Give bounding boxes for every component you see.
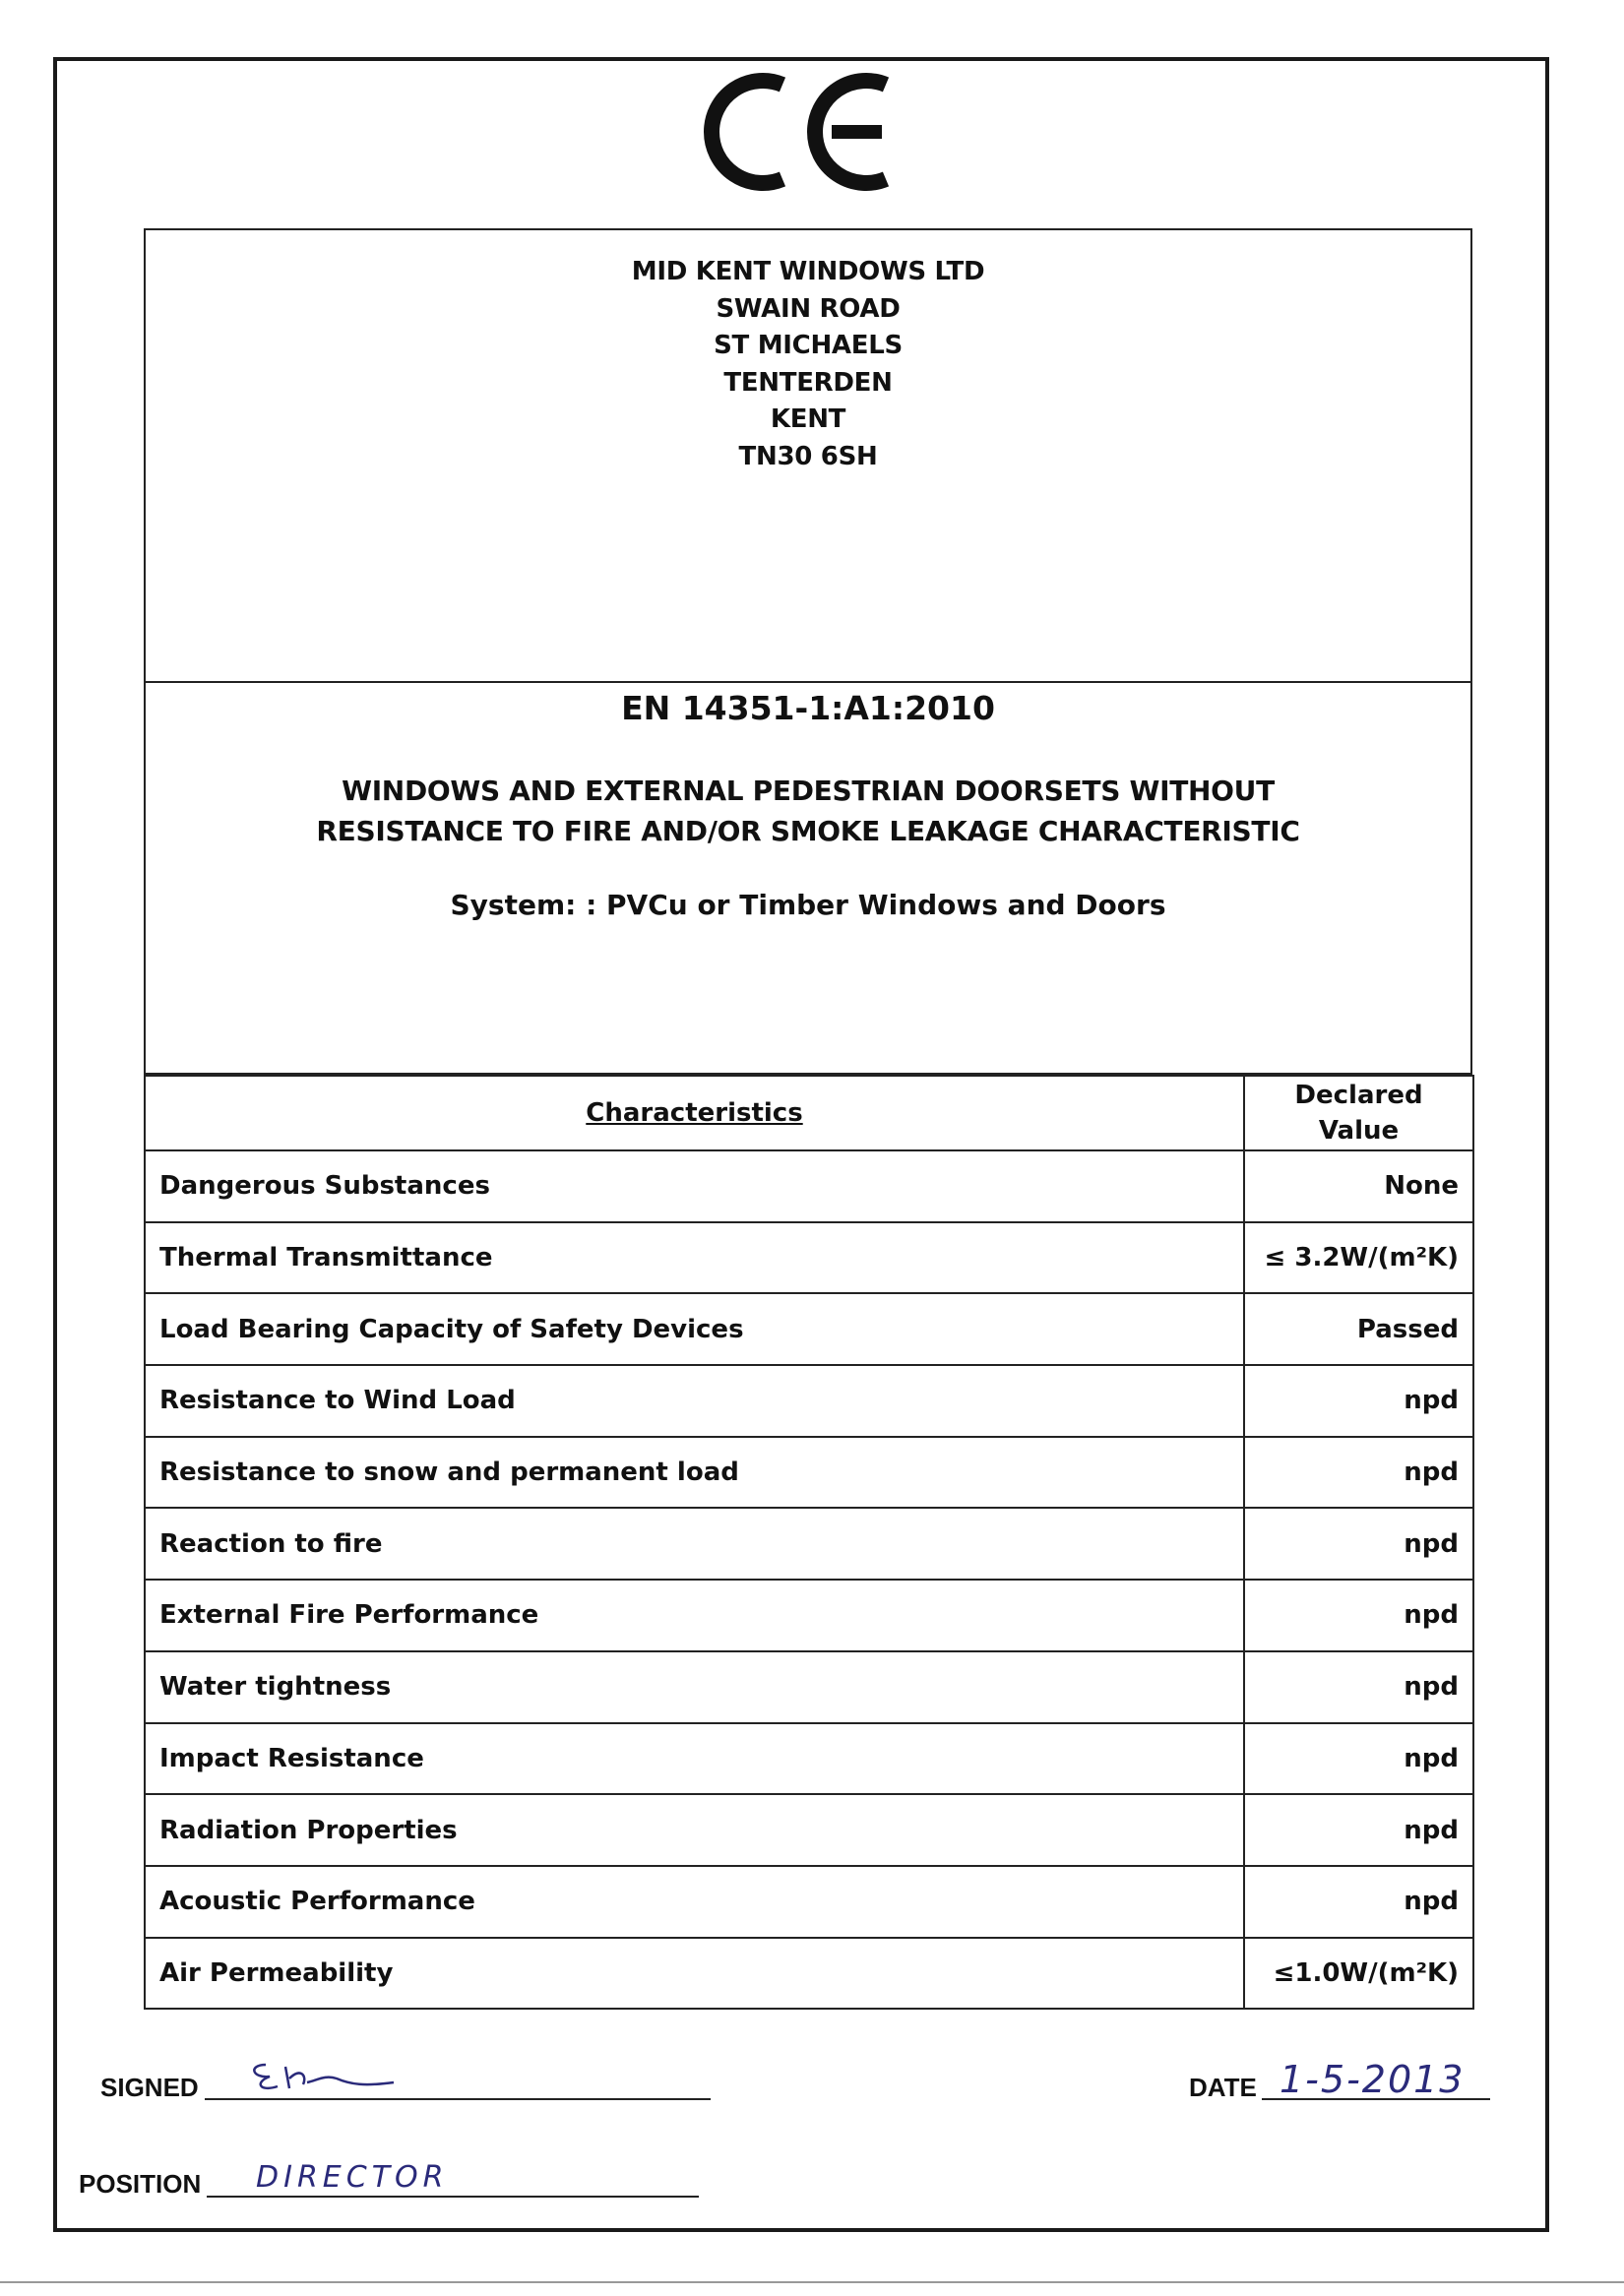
- address-town: TENTERDEN: [723, 367, 893, 398]
- declared-value-header: Declared Value: [1244, 1076, 1473, 1150]
- characteristic-name: Water tightness: [145, 1651, 1244, 1723]
- date-label: DATE: [1189, 2073, 1257, 2102]
- characteristic-name: Thermal Transmittance: [145, 1222, 1244, 1294]
- characteristic-name: Radiation Properties: [145, 1794, 1244, 1866]
- characteristic-name: Load Bearing Capacity of Safety Devices: [145, 1293, 1244, 1365]
- table-row: [145, 1580, 1473, 1651]
- address-street: SWAIN ROAD: [716, 293, 901, 324]
- table-row: [145, 1222, 1473, 1294]
- characteristic-name: Reaction to fire: [145, 1508, 1244, 1580]
- characteristics-table: [144, 1075, 1474, 2010]
- table-row: [145, 1794, 1473, 1866]
- table-row: [145, 1938, 1473, 2010]
- declared-value: npd: [1244, 1365, 1473, 1437]
- declared-value: npd: [1244, 1508, 1473, 1580]
- declared-value: None: [1244, 1150, 1473, 1222]
- standard-description: WINDOWS AND EXTERNAL PEDESTRIAN DOORSETS WITHOUT RESISTANCE TO FIRE AND/OR SMOKE LEAKAGE CHARACTERISTIC: [316, 775, 1300, 847]
- signature-handwriting: [246, 2057, 413, 2100]
- characteristic-name: Dangerous Substances: [145, 1150, 1244, 1222]
- position-value: DIRECTOR: [256, 2160, 449, 2195]
- characteristics-header: Characteristics: [145, 1076, 1244, 1150]
- table-row: [145, 1723, 1473, 1795]
- declared-value: npd: [1244, 1651, 1473, 1723]
- characteristic-name: Acoustic Performance: [145, 1866, 1244, 1938]
- declared-value: npd: [1244, 1580, 1473, 1651]
- standard-code: EN 14351-1:A1:2010: [621, 689, 995, 727]
- manufacturer-address-box: [144, 228, 1472, 683]
- signed-label: SIGNED: [100, 2073, 199, 2102]
- characteristic-name: Resistance to snow and permanent load: [145, 1437, 1244, 1509]
- table-row: [145, 1150, 1473, 1222]
- table-row: [145, 1365, 1473, 1437]
- declared-value: npd: [1244, 1794, 1473, 1866]
- characteristic-name: External Fire Performance: [145, 1580, 1244, 1651]
- date-value: 1-5-2013: [1280, 2058, 1466, 2100]
- characteristic-name: Impact Resistance: [145, 1723, 1244, 1795]
- position-handwriting: [252, 2157, 508, 2197]
- table-header-row: [145, 1076, 1473, 1150]
- standard-box: [144, 681, 1472, 1075]
- declared-value: Passed: [1244, 1293, 1473, 1365]
- address-county: KENT: [770, 404, 846, 434]
- table-row: [145, 1293, 1473, 1365]
- system-description: System: : PVCu or Timber Windows and Doors: [450, 889, 1166, 921]
- characteristic-name: Air Permeability: [145, 1938, 1244, 2010]
- table-row: [145, 1437, 1473, 1509]
- date-handwriting: [1276, 2057, 1482, 2100]
- scan-edge-line: [0, 2281, 1624, 2283]
- address-locality: ST MICHAELS: [714, 331, 903, 360]
- declared-value: npd: [1244, 1866, 1473, 1938]
- table-row: [145, 1651, 1473, 1723]
- ce-mark-logo: [689, 63, 896, 201]
- declared-value: npd: [1244, 1723, 1473, 1795]
- table-row: [145, 1866, 1473, 1938]
- position-label: POSITION: [79, 2169, 202, 2199]
- declared-value: ≤1.0W/(m²K): [1244, 1938, 1473, 2010]
- address-postcode: TN30 6SH: [738, 441, 878, 471]
- table-row: [145, 1508, 1473, 1580]
- declared-value: npd: [1244, 1437, 1473, 1509]
- characteristic-name: Resistance to Wind Load: [145, 1365, 1244, 1437]
- declared-value: ≤ 3.2W/(m²K): [1244, 1222, 1473, 1294]
- company-name: MID KENT WINDOWS LTD: [631, 257, 985, 286]
